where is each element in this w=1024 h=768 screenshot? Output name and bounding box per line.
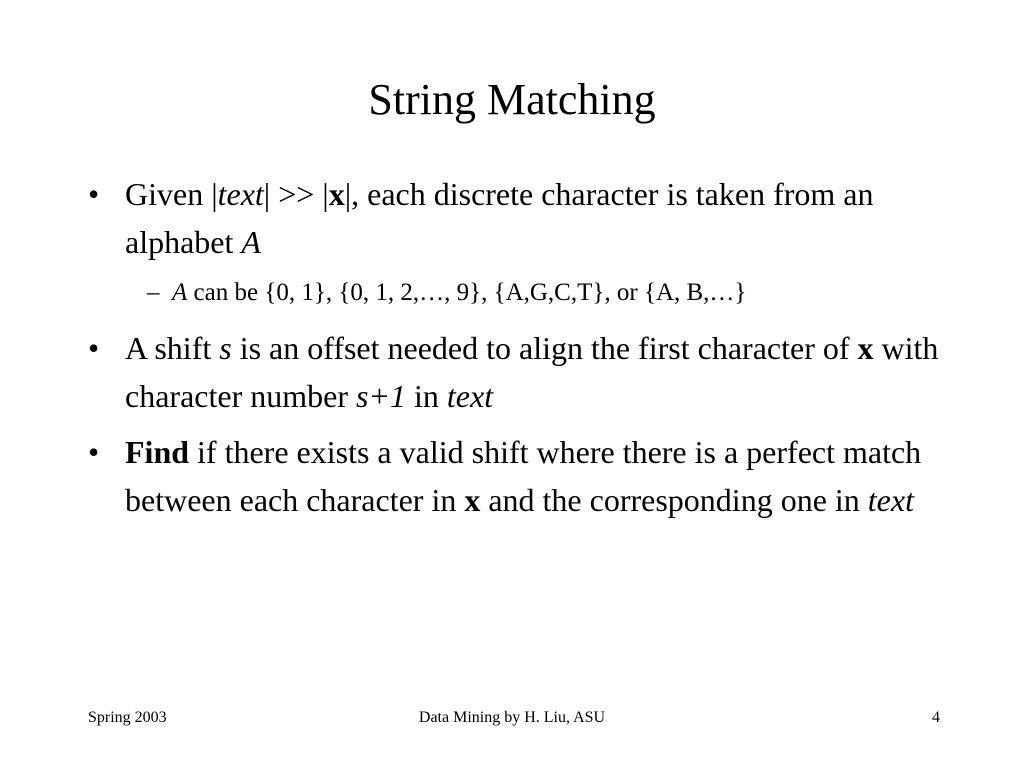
text-run-italic: text <box>217 176 264 212</box>
bullet-text <box>125 428 958 524</box>
bullet-shift <box>88 324 958 420</box>
text-run: can be {0, 1}, {0, 1, 2,…, 9}, {A,G,C,T}, or {A, B,…} <box>187 279 747 306</box>
text-run-bold: Find <box>125 434 190 470</box>
bullet-dot: • <box>88 434 100 470</box>
text-run: is an offset needed to align the first character of <box>231 330 858 366</box>
bullet-dot: • <box>88 176 100 212</box>
text-run: in <box>406 378 447 414</box>
text-run: | >> | <box>263 176 329 212</box>
text-run-italic: s <box>219 330 232 366</box>
sub-bullet-alphabet-examples <box>147 275 977 311</box>
text-run: A shift <box>125 330 220 366</box>
text-run-italic: text <box>867 482 914 518</box>
text-run-italic: s+1 <box>355 378 407 414</box>
text-run: if there exists a valid shift where there is a perfect match between each character in <box>125 434 922 518</box>
bullet-dot: • <box>88 330 100 366</box>
bullet-text <box>125 170 958 266</box>
sub-bullet-dash: – <box>147 279 160 306</box>
text-run-bold: x <box>328 176 345 212</box>
footer-date: Spring 2003 <box>88 709 167 726</box>
bullet-text <box>125 324 958 420</box>
sub-bullet-text <box>172 275 977 311</box>
text-run: |, each discrete character is taken from an alphabet <box>125 176 874 260</box>
text-run: Given | <box>125 176 218 212</box>
bullet-find <box>88 428 958 524</box>
text-run: and the corresponding one in <box>480 482 868 518</box>
text-run-italic: A <box>241 224 261 260</box>
footer-page-number: 4 <box>932 709 940 726</box>
text-run-bold: x <box>857 330 874 366</box>
text-run: with character number <box>125 330 939 414</box>
footer-course: Data Mining by H. Liu, ASU <box>418 709 606 726</box>
bullet-alphabet <box>88 170 958 266</box>
text-run-bold: x <box>464 482 481 518</box>
text-run-italic: text <box>446 378 494 414</box>
text-run-italic: A <box>172 279 188 306</box>
slide-title: String Matching <box>368 75 656 124</box>
